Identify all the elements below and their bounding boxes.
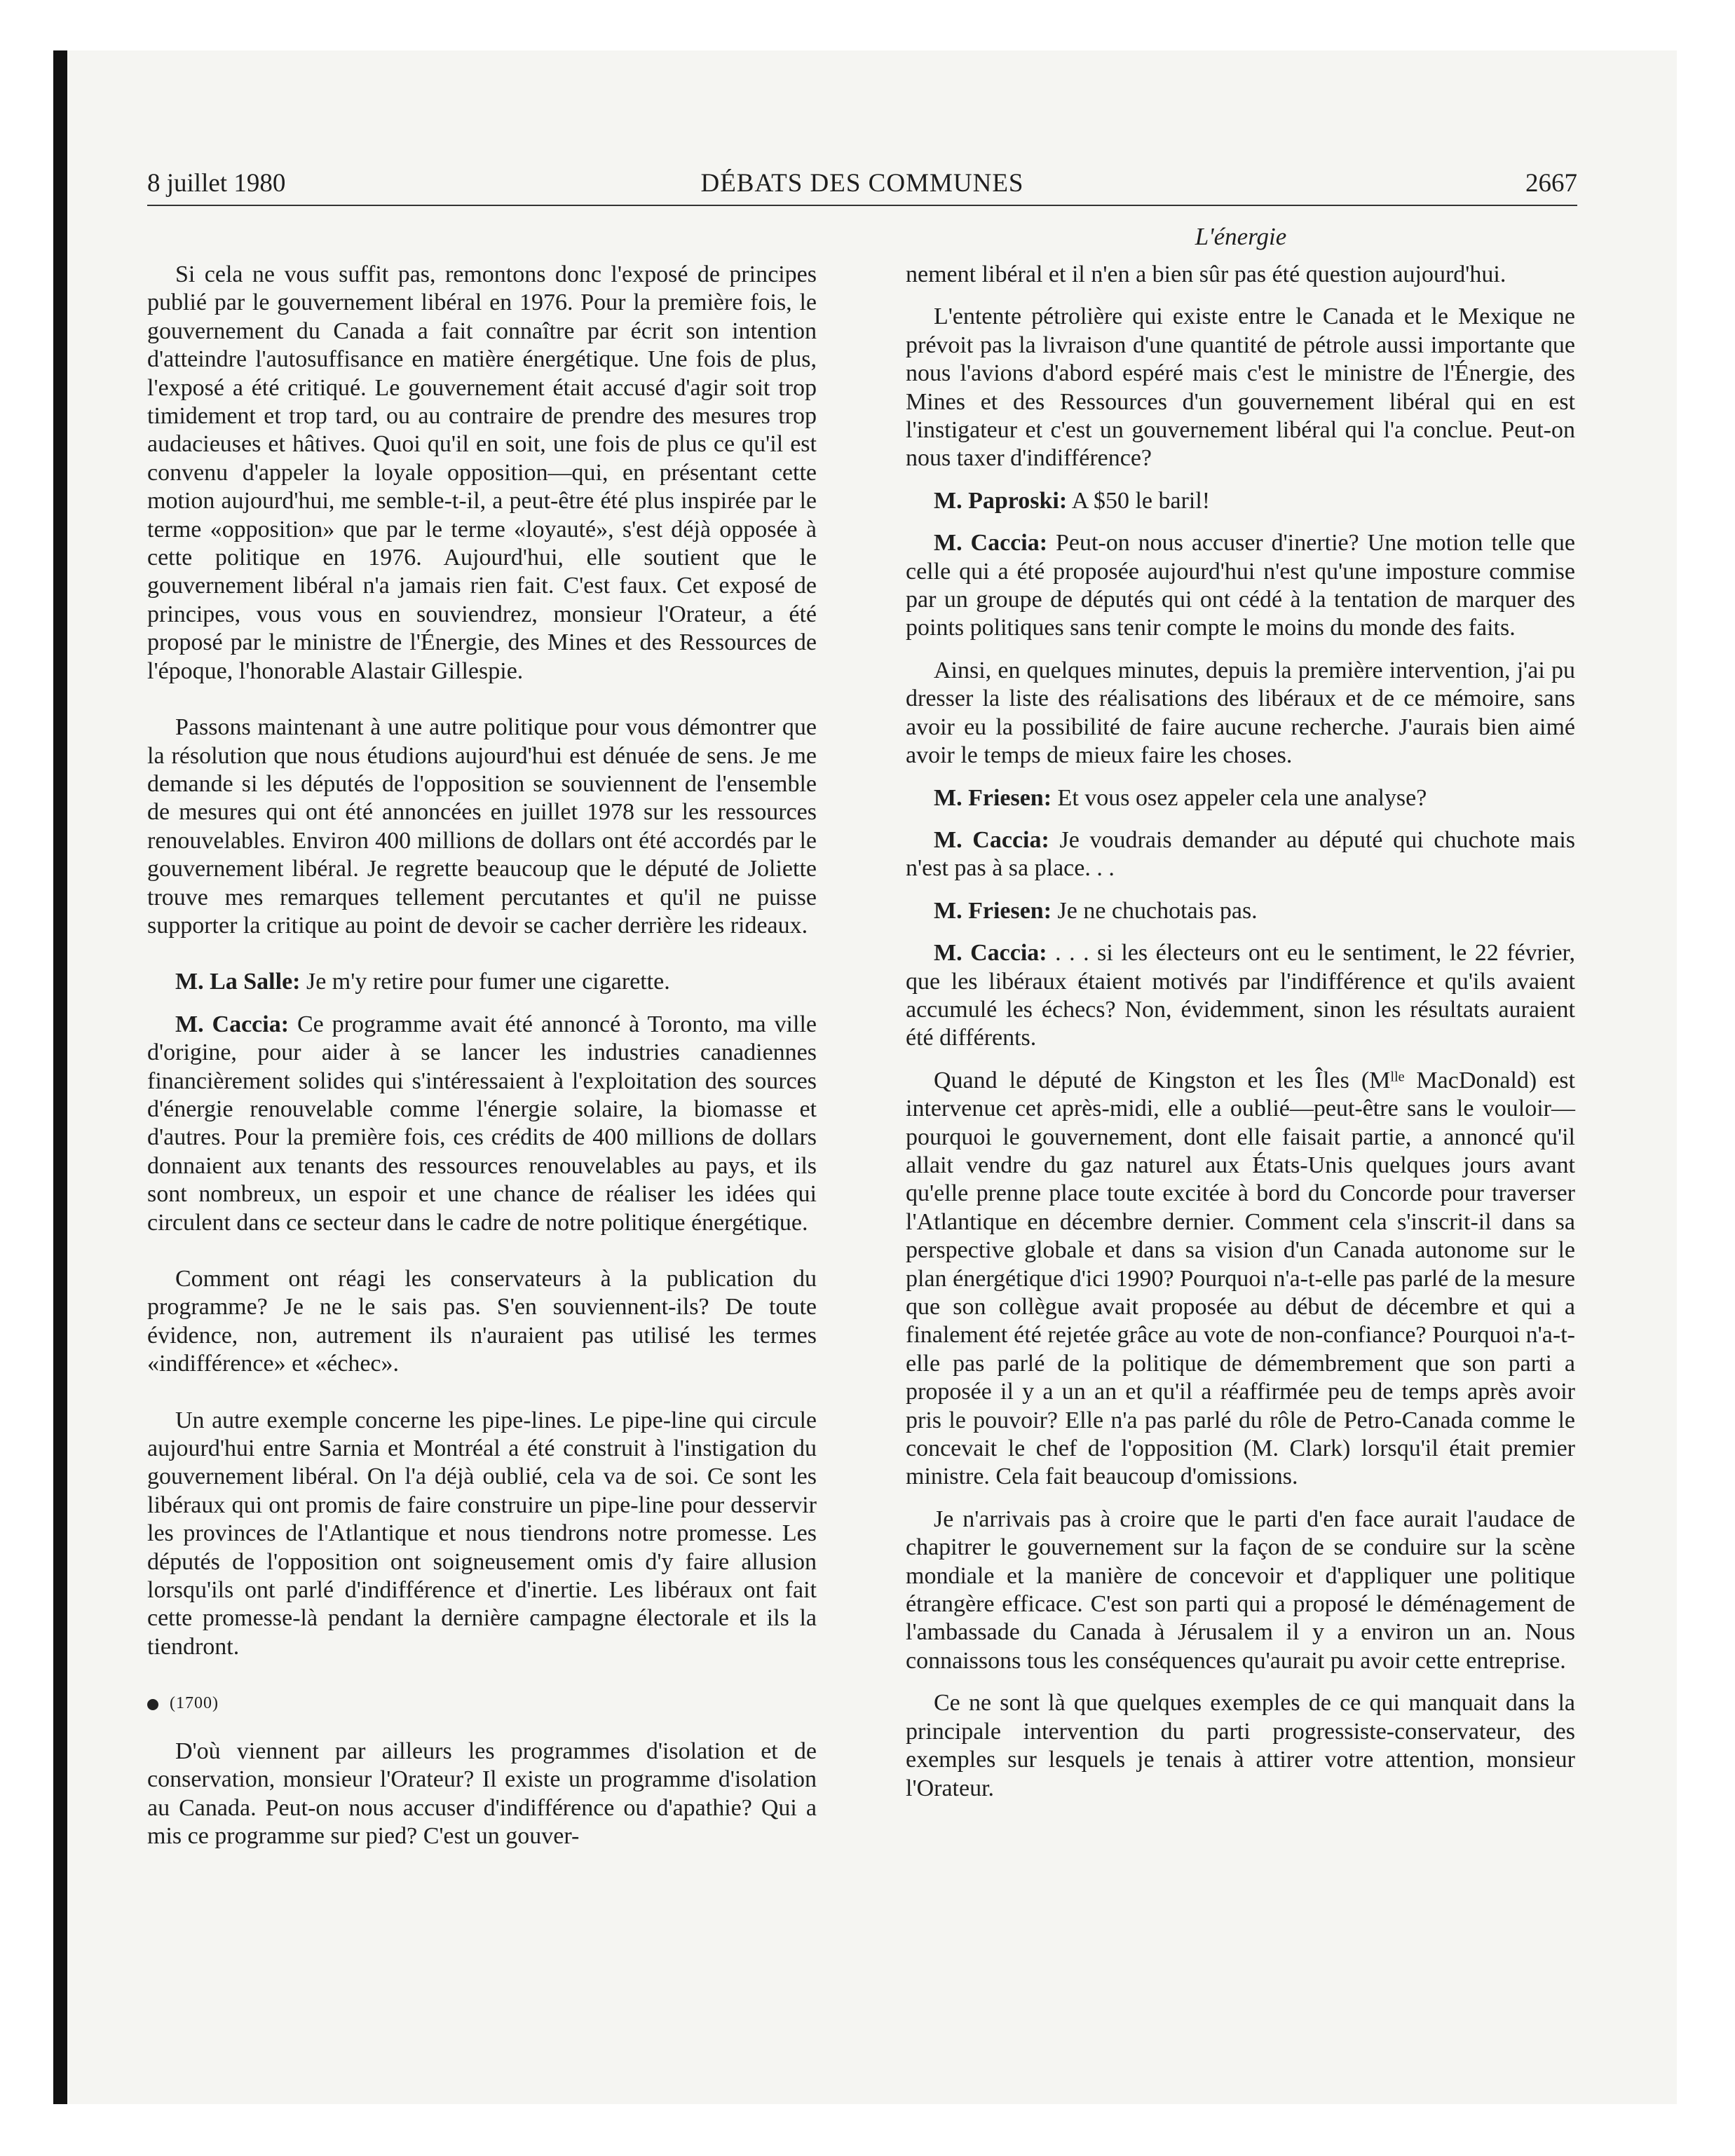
page-number: 2667 [1525, 169, 1577, 198]
speaker-name: M. Caccia: [934, 826, 1049, 853]
speaker-name: M. Friesen: [934, 897, 1052, 924]
right-column [906, 261, 1575, 1817]
paragraph: Comment ont réagi les conservateurs à la publication du programme? Je ne le sais pas. S'en souviennent-ils? De toute évidence, non, autrement ils n'auraient pas utilisé les termes «indifférence» et «échec». [147, 1266, 817, 1377]
paragraph: Quand le député de Kingston et les Îles (Mˡˡᵉ MacDonald) est intervenue cet après-midi, elle a oublié—peut-être sans le vouloir—pourquoi le gouvernement, dont elle faisait partie, a annoncé qu'il allait vendre du gaz naturel aux États-Unis quelques jours avant qu'elle prenne place toute excitée à bord du Concorde pour traverser l'Atlantique en décembre dernier. Comment cela s'inscrit-il dans sa perspective globale et dans sa vision d'un Canada autonome sur le plan énergétique d'ici 1990? Pourquoi n'a-t-elle pas parlé de la mesure que son collègue avait proposée au début de décembre et qui a finalement été rejetée grâce au vote de non-confiance? Pourquoi n'a-t-elle pas parlé de la politique de démembrement que son parti a proposée il y a un an et qu'il a réaffirmée peu de temps après avoir pris le pouvoir? Elle n'a pas parlé du rôle de Petro-Canada comme le concevait le chef de l'opposition (M. Clark) lorsqu'il était premier ministre. Cela fait beaucoup d'omissions. [906, 1067, 1575, 1490]
speech-text: Et vous osez appeler cela une analyse? [1057, 784, 1427, 811]
left-column [147, 261, 817, 1864]
speech-text: Peut-on nous accuser d'inertie? Une motion telle que celle qui a été proposée aujourd'hui n'est qu'une imposture commise par un groupe de députés qui ont cédé à la tentation de marquer des points politiques sans tenir compte le moins du monde des faits. [906, 530, 1576, 641]
paragraph: nement libéral et il n'en a bien sûr pas été question aujourd'hui. [906, 261, 1506, 287]
speech [906, 784, 1575, 812]
paragraph: D'où viennent par ailleurs les programmes d'isolation et de conservation, monsieur l'Orateur? Il existe un programme d'isolation au Canada. Peut-on nous accuser d'indifférence ou d'apathie? Qui a mis ce programme sur pied? C'est un gouver- [147, 1738, 817, 1849]
time-marker-text: (1700) [170, 1694, 219, 1713]
paragraph: Passons maintenant à une autre politique pour vous démontrer que la résolution que nous étudions aujourd'hui est dénuée de sens. Je me demande si les députés de l'opposition se souviennent de l'ensemble de mesures qui ont été annoncées en juillet 1978 sur les ressources renouvelables. Environ 400 millions de dollars ont été accordés par le gouvernement libéral. Je regrette beaucoup que le député de Joliette trouve mes remarques tellement percutantes et qu'il ne puisse supporter la critique au point de devoir se cacher derrière les rideaux. [147, 714, 817, 939]
speaker-name: M. Caccia: [175, 1011, 290, 1037]
header-date: 8 juillet 1980 [147, 169, 286, 198]
speech [147, 968, 817, 996]
paragraph: Un autre exemple concerne les pipe-lines. Le pipe-line qui circule aujourd'hui entre Sarnia et Montréal a été construit à l'instigation du gouvernement libéral. On l'a déjà oublié, cela va de soi. Ce sont les libéraux qui ont promis de faire construire un pipe-line pour desservir les provinces de l'Atlantique et nous tiendrons notre promesse. Les députés de l'opposition ont soigneusement omis d'y faire allusion lorsqu'ils ont parlé d'indifférence et d'inertie. Les libéraux ont fait cette promesse-là pendant la dernière campagne électorale et ils la tiendront. [147, 1407, 817, 1660]
speaker-name: M. La Salle: [175, 969, 301, 995]
speech-text: Ce programme avait été annoncé à Toronto, ma ville d'origine, pour aider à se lancer les industries canadiennes financièrement solides qui s'intéressaient à l'exploitation des sources d'énergie renouvelable comme l'énergie solaire, la biomasse et d'autres. Pour la première fois, ces crédits de 400 millions de dollars donnaient aux tenants des ressources renouvelables au pays, et ils sont nombreux, un espoir et une chance de réaliser les idées qui circulent dans ce secteur dans le cadre de notre politique énergétique. [147, 1011, 817, 1236]
speech [906, 897, 1575, 925]
speech [906, 487, 1575, 515]
paragraph: Ce ne sont là que quelques exemples de ce qui manquait dans la principale intervention du parti progressiste-conservateur, des exemples sur lesquels je tenais à attirer votre attention, monsieur l'Orateur. [906, 1690, 1575, 1801]
section-title: L'énergie [1195, 223, 1287, 250]
paragraph: Si cela ne vous suffit pas, remontons donc l'exposé de principes publié par le gouvernement libéral en 1976. Pour la première fois, le gouvernement du Canada a fait connaître par écrit son intention d'atteindre l'autosuffisance en matière énergétique. Une fois de plus, l'exposé a été critiqué. Le gouvernement était accusé d'agir soit trop timidement et trop tard, ou au contraire de prendre des mesures trop audacieuses et hâtives. Quoi qu'il en soit, une fois de plus ce qu'il est convenu d'appeler la loyale opposition—qui, en présentant cette motion aujourd'hui, me semble-t-il, a peut-être été plus inspirée par le terme «opposition» que par le terme «loyauté», s'est déjà opposée à cette politique en 1976. Aujourd'hui, elle soutient que le gouvernement libéral n'a jamais rien fait. C'est faux. Cet exposé de principes, vous vous en souviendrez, monsieur l'Orateur, a été proposé par le ministre de l'Énergie, des Mines et des Ressources de l'époque, l'honorable Alastair Gillespie. [147, 261, 817, 684]
paragraph: Ainsi, en quelques minutes, depuis la première intervention, j'ai pu dresser la liste des réalisations des libéraux et de ce mémoire, sans avoir eu la possibilité de faire aucune recherche. J'aurais bien aimé avoir le temps de mieux faire les choses. [906, 657, 1575, 769]
paragraph: Je n'arrivais pas à croire que le parti d'en face aurait l'audace de chapitrer le gouvernement sur la façon de se conduire sur la scène mondiale et la manière de concevoir et d'appliquer une politique étrangère efficace. C'est son parti qui a proposé le déménagement de l'ambassade du Canada à Jérusalem il y a environ un an. Nous connaissons tous les conséquences qu'aurait pu avoir cette entreprise. [906, 1506, 1575, 1674]
paragraph: L'entente pétrolière qui existe entre le Canada et le Mexique ne prévoit pas la livraison d'une quantité de pétrole aussi importante que nous l'avions d'abord espéré mais c'est le ministre de l'Énergie, des Mines et des Ressources d'un gouvernement libéral qui en est l'instigateur et c'est un gouvernement libéral qui l'a conclue. Peut-on nous taxer d'indifférence? [906, 303, 1575, 472]
scan-edge-bar [53, 50, 67, 2104]
speaker-name: M. Paproski: [934, 487, 1068, 514]
speech-text: Je ne chuchotais pas. [1057, 897, 1258, 924]
speech [906, 939, 1575, 1053]
speech-text: Je voudrais demander au député qui chuchote mais n'est pas à sa place. . . [906, 826, 1575, 882]
bullet-icon [147, 1699, 158, 1710]
speech-text: Je m'y retire pour fumer une cigarette. [306, 969, 670, 995]
speaker-name: M. Friesen: [934, 784, 1052, 811]
speaker-name: M. Caccia: [934, 940, 1047, 967]
header-rule [147, 205, 1577, 206]
speech [906, 826, 1575, 883]
time-marker [147, 1689, 817, 1717]
speech [147, 1011, 817, 1237]
speech [906, 529, 1575, 643]
speech-text: . . . si les électeurs ont eu le sentiment, le 22 février, que les libéraux étaient motivés par l'indifférence et qu'ils avaient accumulé les échecs? Non, évidemment, sinon les résultats auraient été différents. [906, 940, 1575, 1051]
speaker-name: M. Caccia: [934, 530, 1048, 557]
page-header [147, 168, 1577, 205]
header-title: DÉBATS DES COMMUNES [700, 169, 1024, 198]
speech-text: A $50 le baril! [1071, 487, 1211, 514]
